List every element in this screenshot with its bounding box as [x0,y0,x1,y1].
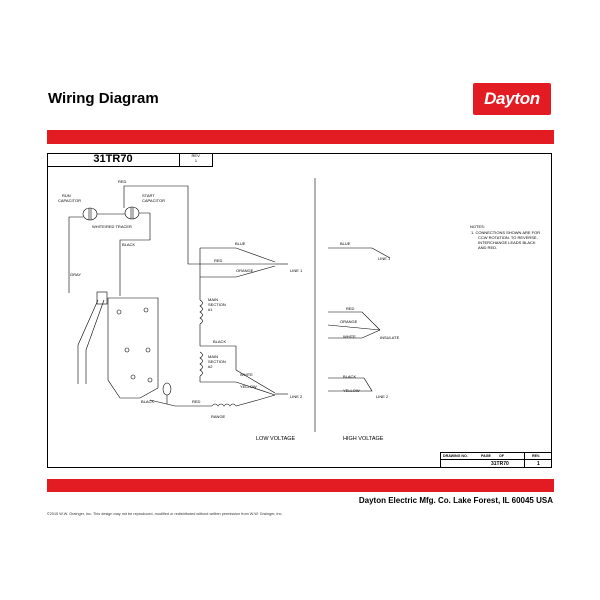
footer-red-bar [47,479,554,492]
label-main-section-2c: #2 [208,364,213,369]
label-red-top: RED [118,179,127,184]
footer-company: Dayton Electric Mfg. Co. Lake Forest, IL 60045 USA [358,496,553,505]
label-hv-black: BLACK [343,374,357,379]
label-start-capacitor-1: START [142,193,155,198]
label-insulate: INSULATE [380,335,400,340]
label-black-bottom: BLACK [141,399,155,404]
label-start-capacitor-2: CAPACITOR [142,198,165,203]
label-run-capacitor-2: CAPACITOR [58,198,81,203]
label-line1: LINE 1 [290,268,303,273]
label-blue: BLUE [235,241,246,246]
rev-label: REV. [191,153,201,158]
notes-line-4: AND RED. [478,245,498,250]
notes-line-1: 1. CONNECTIONS SHOWN ARE FOR [471,230,541,235]
label-hv-blue: BLUE [340,241,351,246]
switch-body [108,298,158,398]
label-hv-line2: LINE 2 [376,394,389,399]
drawing-number: 31TR70 [491,461,509,467]
label-black-top: BLACK [122,242,136,247]
label-main-section-1a: MAIN [208,297,218,302]
label-line2: LINE 2 [290,394,303,399]
label-high-voltage: HIGH VOLTAGE [343,436,384,442]
label-yellow: YELLOW [240,384,257,389]
label-hv-red: RED [346,306,355,311]
label-black-lower: BLACK [213,339,227,344]
label-hv-white: WHITE [343,334,356,339]
label-main-section-1c: #1 [208,307,213,312]
notes-line-3: INTERCHANGE LEADS BLACK [478,240,536,245]
label-red-bottom: RED [192,399,201,404]
label-main-section-2b: SECTION [208,359,226,364]
title-block [440,452,552,468]
start-capacitor-shape [125,207,139,219]
label-white-red-tracer: WHITE/RED TRACER [92,224,132,229]
page-label: PAGE [481,454,491,458]
rev-value: 1 [194,158,198,163]
label-hv-line1: LINE 1 [378,256,391,261]
run-capacitor-shape [83,208,97,220]
drawing-no-label: DRAWING NO. [443,454,468,458]
thermal-protector-shape [163,383,171,395]
notes-title: NOTES: [470,224,485,229]
copyright-notice: ©2015 W.W. Grainger, Inc. This design may not be reproduced, modified or redistributed without written permission from W.W. Grainger, Inc. [47,512,283,516]
tb-rev-value: 1 [537,461,540,467]
label-gray: GRAY [70,272,82,277]
label-main-section-1b: SECTION [208,302,226,307]
label-red-mid: RED [214,258,223,263]
label-hv-orange: ORANGE [340,319,358,324]
label-hv-yellow: YELLOW [343,388,360,393]
notes-line-2: CCW ROTATION. TO REVERSE, [478,235,538,240]
label-run-capacitor-1: RUN [62,193,71,198]
label-range: RANGE [211,414,226,419]
model-number: 31TR70 [47,153,180,167]
label-orange: ORANGE [236,268,254,273]
label-low-voltage: LOW VOLTAGE [256,436,296,442]
label-white: WHITE [240,372,253,377]
logo-text: Dayton [484,89,540,108]
page-title: Wiring Diagram [48,90,159,107]
of-label: OF [499,454,504,458]
label-main-section-2a: MAIN [208,354,218,359]
tb-rev-label: REV. [532,454,541,458]
